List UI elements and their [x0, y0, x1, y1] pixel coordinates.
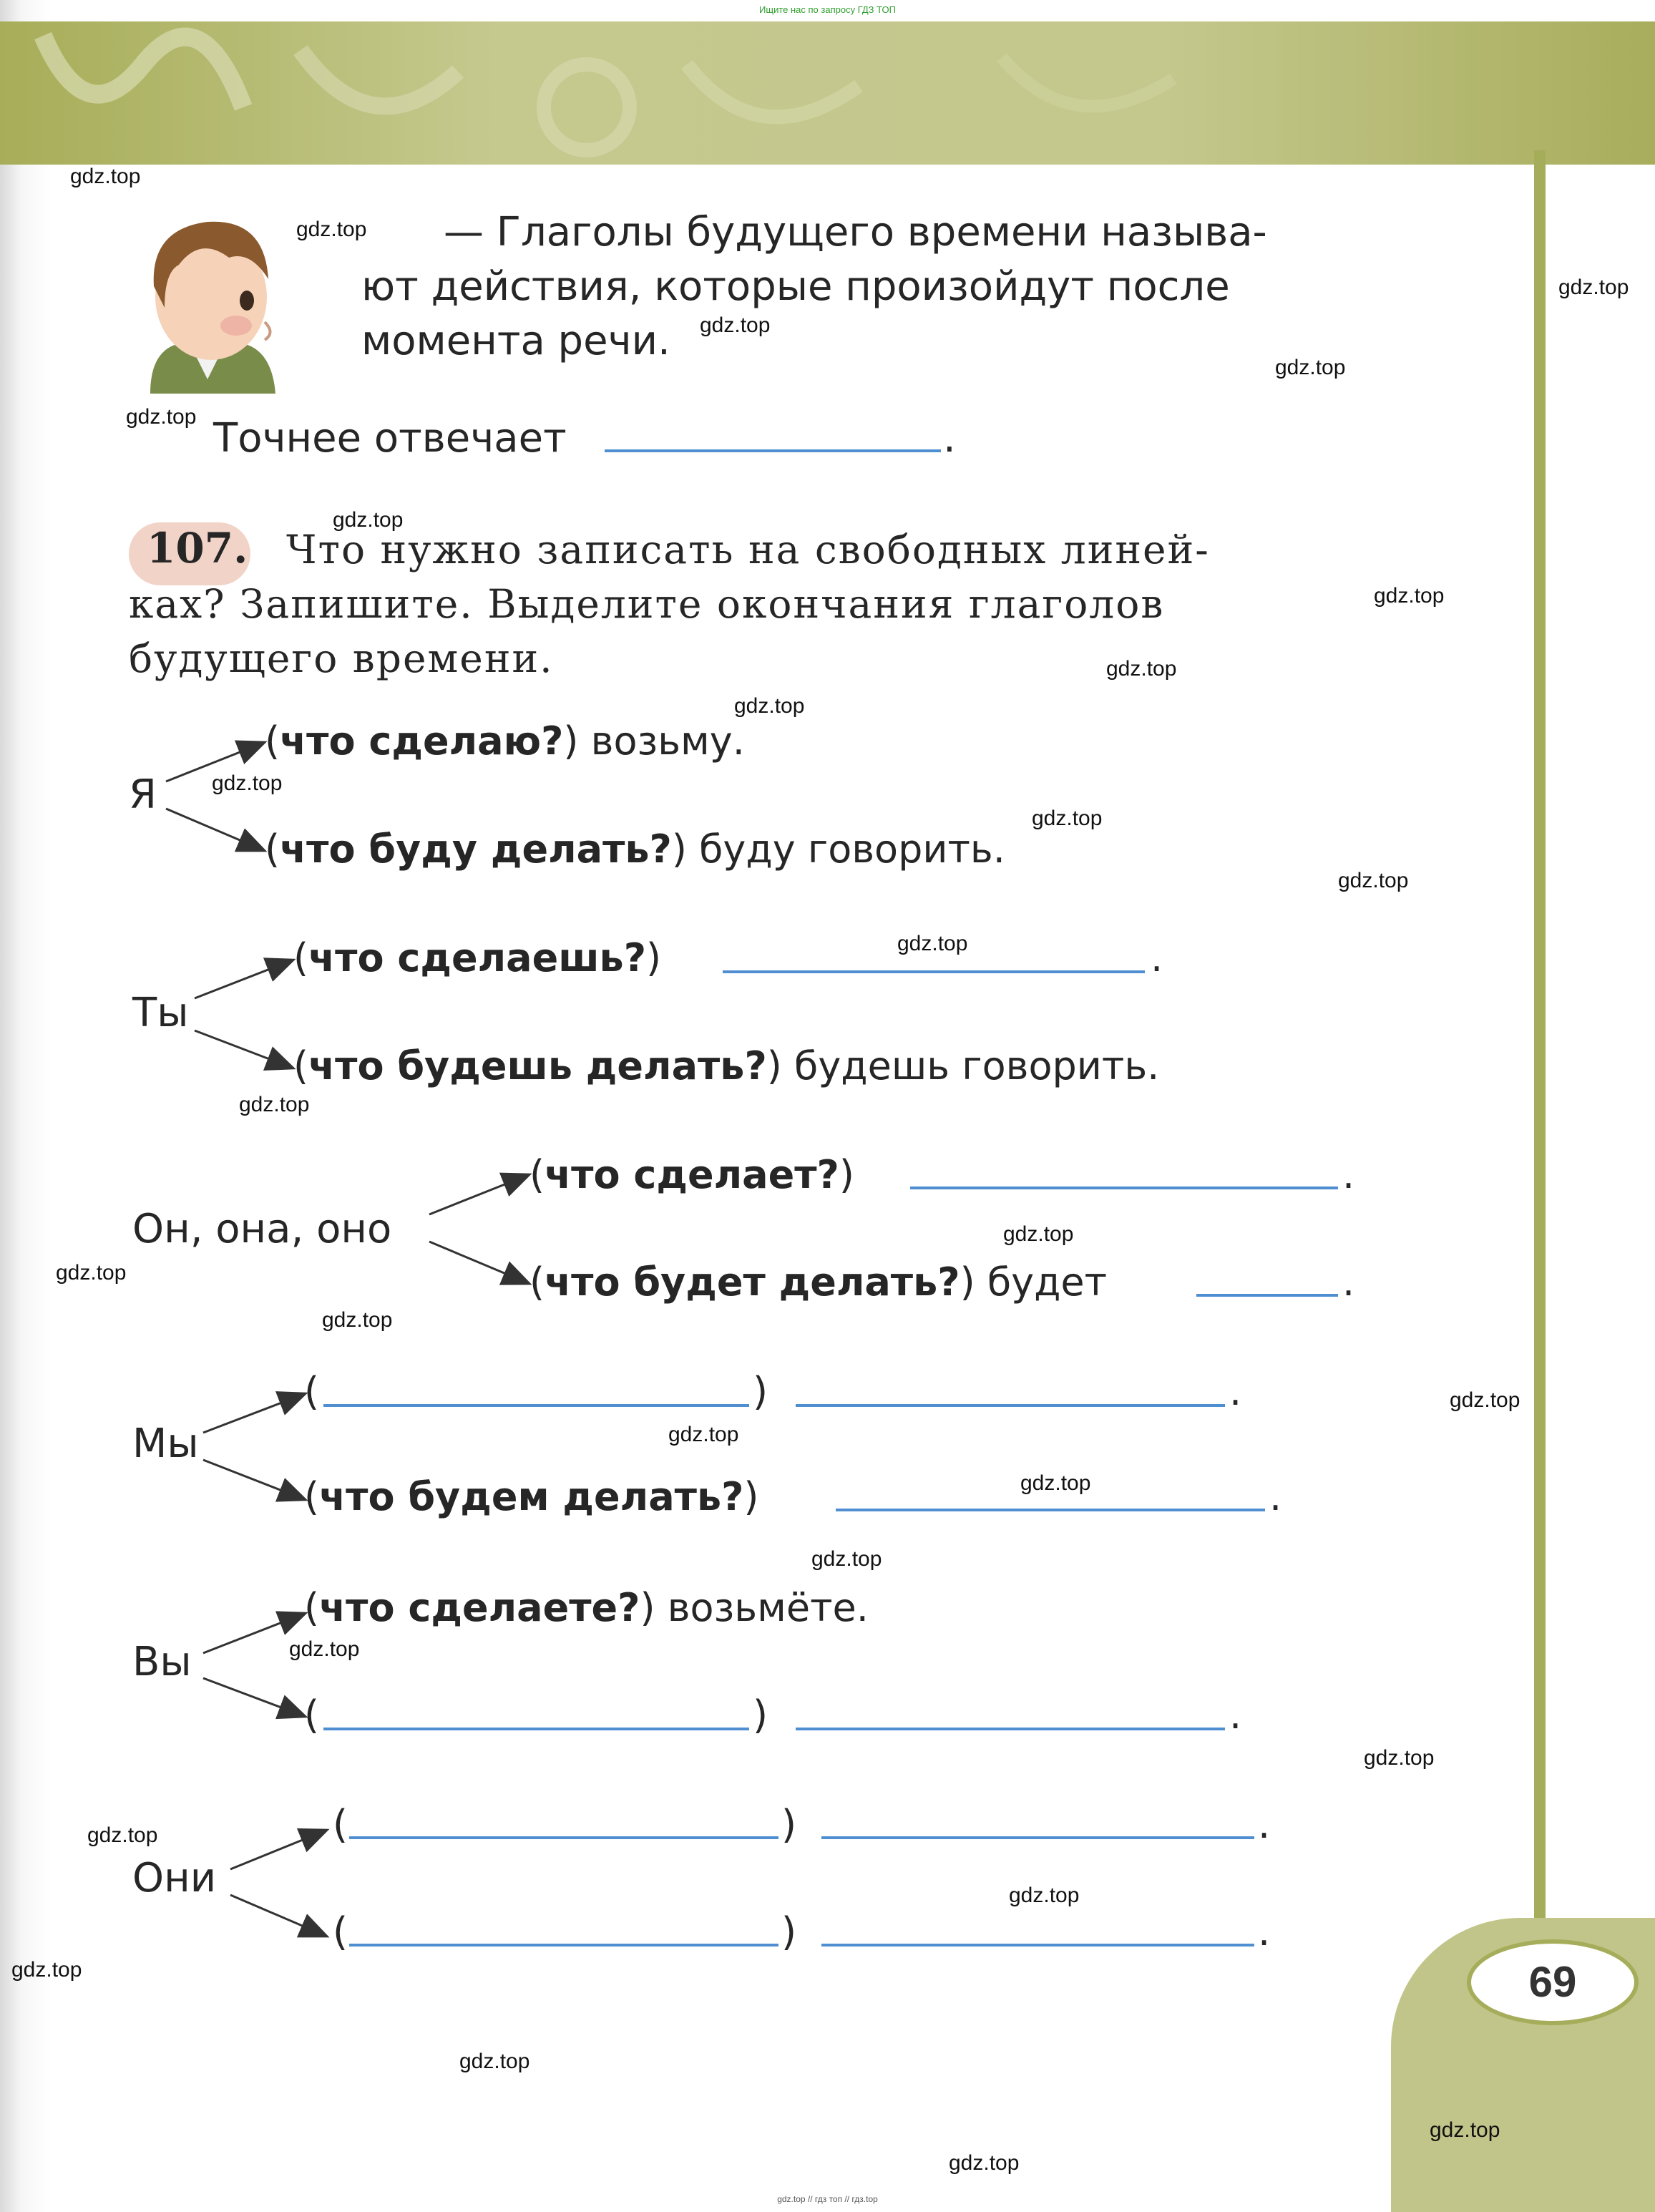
on-row-1	[529, 1152, 854, 1197]
exercise-line-2: ках? Запишите. Выделите окончания глаголов	[129, 581, 1165, 627]
watermark: gdz.top	[897, 932, 968, 955]
dot-oni-2: .	[1258, 1909, 1271, 1954]
paren-open: (	[265, 718, 280, 764]
paren-close: )	[743, 1474, 759, 1519]
dot-my-2: .	[1269, 1474, 1282, 1519]
question-ya-2: что буду делать?	[280, 827, 672, 872]
paren-close: )	[960, 1260, 975, 1305]
answer-vy-1: возьмёте.	[667, 1585, 869, 1630]
bottom-note: gdz.top // гдз топ // гдз.top	[777, 2194, 878, 2204]
vy-paren-close: )	[753, 1692, 768, 1738]
arrow-oni-down	[230, 1895, 326, 1936]
blank-vy-answer[interactable]	[796, 1728, 1225, 1730]
watermark: gdz.top	[1338, 869, 1409, 892]
ty-row-1	[293, 935, 661, 980]
watermark: gdz.top	[1003, 1222, 1074, 1246]
question-my-2: что будем делать?	[319, 1474, 744, 1519]
watermark: gdz.top	[949, 2151, 1020, 2175]
arrow-ty-down	[195, 1031, 292, 1068]
ty-row-2	[293, 1043, 1159, 1088]
blank-oni-answer-2[interactable]	[821, 1944, 1254, 1947]
watermark: gdz.top	[1374, 584, 1445, 608]
top-note: Ищите нас по запросу ГДЗ ТОП	[759, 4, 896, 15]
dot-oni-1: .	[1258, 1802, 1271, 1847]
intro-line-3: момента речи.	[361, 318, 670, 364]
arrow-oni-up	[230, 1831, 326, 1869]
paren-close: )	[563, 718, 579, 764]
oni-paren-close-2: )	[781, 1909, 797, 1954]
blank-my-question[interactable]	[323, 1404, 749, 1407]
paren-open: (	[293, 935, 309, 980]
blank-my-answer-1[interactable]	[796, 1404, 1225, 1407]
answer-ya-1: возьму.	[590, 718, 745, 764]
watermark: gdz.top	[1106, 657, 1177, 681]
arrow-on-down	[429, 1242, 528, 1283]
question-on-1: что сделает?	[545, 1152, 839, 1197]
oni-paren-open-2: (	[333, 1909, 348, 1954]
dot-on-1: .	[1342, 1152, 1355, 1197]
pronoun-on-ona-ono: Он, она, оно	[132, 1206, 392, 1252]
watermark: gdz.top	[734, 694, 805, 718]
ya-row-2	[265, 827, 1005, 872]
answer-ya-2: буду говорить.	[699, 827, 1005, 872]
watermark: gdz.top	[296, 218, 367, 241]
paren-open: (	[304, 1585, 320, 1630]
watermark: gdz.top	[1009, 1884, 1080, 1907]
watermark: gdz.top	[212, 771, 283, 795]
watermark: gdz.top	[1275, 356, 1346, 379]
watermark: gdz.top	[1020, 1471, 1091, 1495]
watermark: gdz.top	[333, 508, 404, 532]
paren-close: )	[839, 1152, 854, 1197]
oni-paren-open-1: (	[333, 1802, 348, 1847]
watermark: gdz.top	[1558, 276, 1629, 299]
blank-vy-question[interactable]	[323, 1728, 749, 1730]
paren-open: (	[529, 1152, 545, 1197]
answer-on-2: будет	[987, 1260, 1108, 1305]
watermark: gdz.top	[1430, 2118, 1500, 2142]
exercise-line-1: Что нужно записать на свободных линей-	[286, 527, 1210, 573]
on-row-2	[529, 1260, 1107, 1305]
pronoun-ya: Я	[129, 771, 157, 818]
watermark: gdz.top	[322, 1308, 393, 1332]
answer-prefix: Точнее отвечает	[213, 415, 567, 462]
pronoun-oni: Они	[132, 1855, 217, 1901]
answer-dot: .	[943, 415, 956, 462]
arrow-my-down	[203, 1460, 304, 1499]
dot-vy-2: .	[1229, 1692, 1242, 1738]
paren-open: (	[304, 1474, 320, 1519]
blank-on-1[interactable]	[910, 1187, 1338, 1189]
paren-close: )	[671, 827, 687, 872]
paren-open: (	[293, 1043, 309, 1088]
watermark: gdz.top	[70, 165, 141, 188]
dot-my-1: .	[1229, 1369, 1242, 1414]
watermark: gdz.top	[56, 1261, 127, 1285]
intro-line-2: ют действия, которые произойдут после	[361, 263, 1230, 310]
question-ty-1: что сделаешь?	[308, 935, 647, 980]
blank-my-answer-2[interactable]	[836, 1509, 1265, 1511]
watermark: gdz.top	[459, 2050, 530, 2073]
ya-row-1	[265, 718, 745, 764]
pronoun-my: Мы	[132, 1421, 199, 1467]
watermark: gdz.top	[1032, 807, 1103, 830]
paren-close: )	[640, 1585, 655, 1630]
blank-oni-question-2[interactable]	[349, 1944, 778, 1947]
intro-line-1: — Глаголы будущего времени называ-	[444, 209, 1267, 255]
question-ty-2: что будешь делать?	[308, 1043, 767, 1088]
question-ya-1: что сделаю?	[280, 718, 564, 764]
watermark: gdz.top	[668, 1423, 739, 1446]
my-paren-close: )	[753, 1369, 768, 1414]
watermark: gdz.top	[1364, 1746, 1435, 1770]
arrow-ya-down	[166, 809, 263, 850]
watermark: gdz.top	[239, 1093, 310, 1116]
blank-oni-answer-1[interactable]	[821, 1836, 1254, 1839]
question-vy-1: что сделаете?	[319, 1585, 640, 1630]
paren-close: )	[646, 935, 662, 980]
exercise-line-3: будущего времени.	[129, 635, 554, 681]
arrow-on-up	[429, 1175, 528, 1214]
watermark: gdz.top	[289, 1637, 360, 1661]
arrow-vy-down	[203, 1678, 304, 1716]
blank-oni-question-1[interactable]	[349, 1836, 778, 1839]
dot-ty-1: .	[1151, 935, 1163, 980]
pronoun-ty: Ты	[132, 990, 189, 1036]
arrow-my-up	[203, 1394, 304, 1433]
pronoun-vy: Вы	[132, 1639, 192, 1685]
oni-paren-close-1: )	[781, 1802, 797, 1847]
vy-paren-open: (	[304, 1692, 320, 1738]
watermark: gdz.top	[811, 1547, 882, 1571]
my-row-2	[304, 1474, 759, 1519]
answer-ty-2: будешь говорить.	[794, 1043, 1160, 1088]
watermark: gdz.top	[87, 1823, 158, 1847]
watermark: gdz.top	[700, 313, 771, 337]
watermark: gdz.top	[1450, 1388, 1520, 1412]
exercise-number: 107.	[147, 524, 248, 573]
watermark: gdz.top	[126, 405, 197, 429]
dot-on-2: .	[1342, 1260, 1355, 1305]
arrow-ty-up	[195, 960, 292, 998]
question-on-2: что будет делать?	[545, 1260, 960, 1305]
blank-on-2[interactable]	[1196, 1294, 1338, 1297]
blank-ty-1[interactable]	[723, 970, 1145, 973]
paren-close: )	[766, 1043, 782, 1088]
watermark: gdz.top	[11, 1958, 82, 1982]
page-number: 69	[1528, 1958, 1577, 2006]
paren-open: (	[265, 827, 280, 872]
vy-row-1	[304, 1585, 869, 1630]
my-paren-open: (	[304, 1369, 320, 1414]
paren-open: (	[529, 1260, 545, 1305]
